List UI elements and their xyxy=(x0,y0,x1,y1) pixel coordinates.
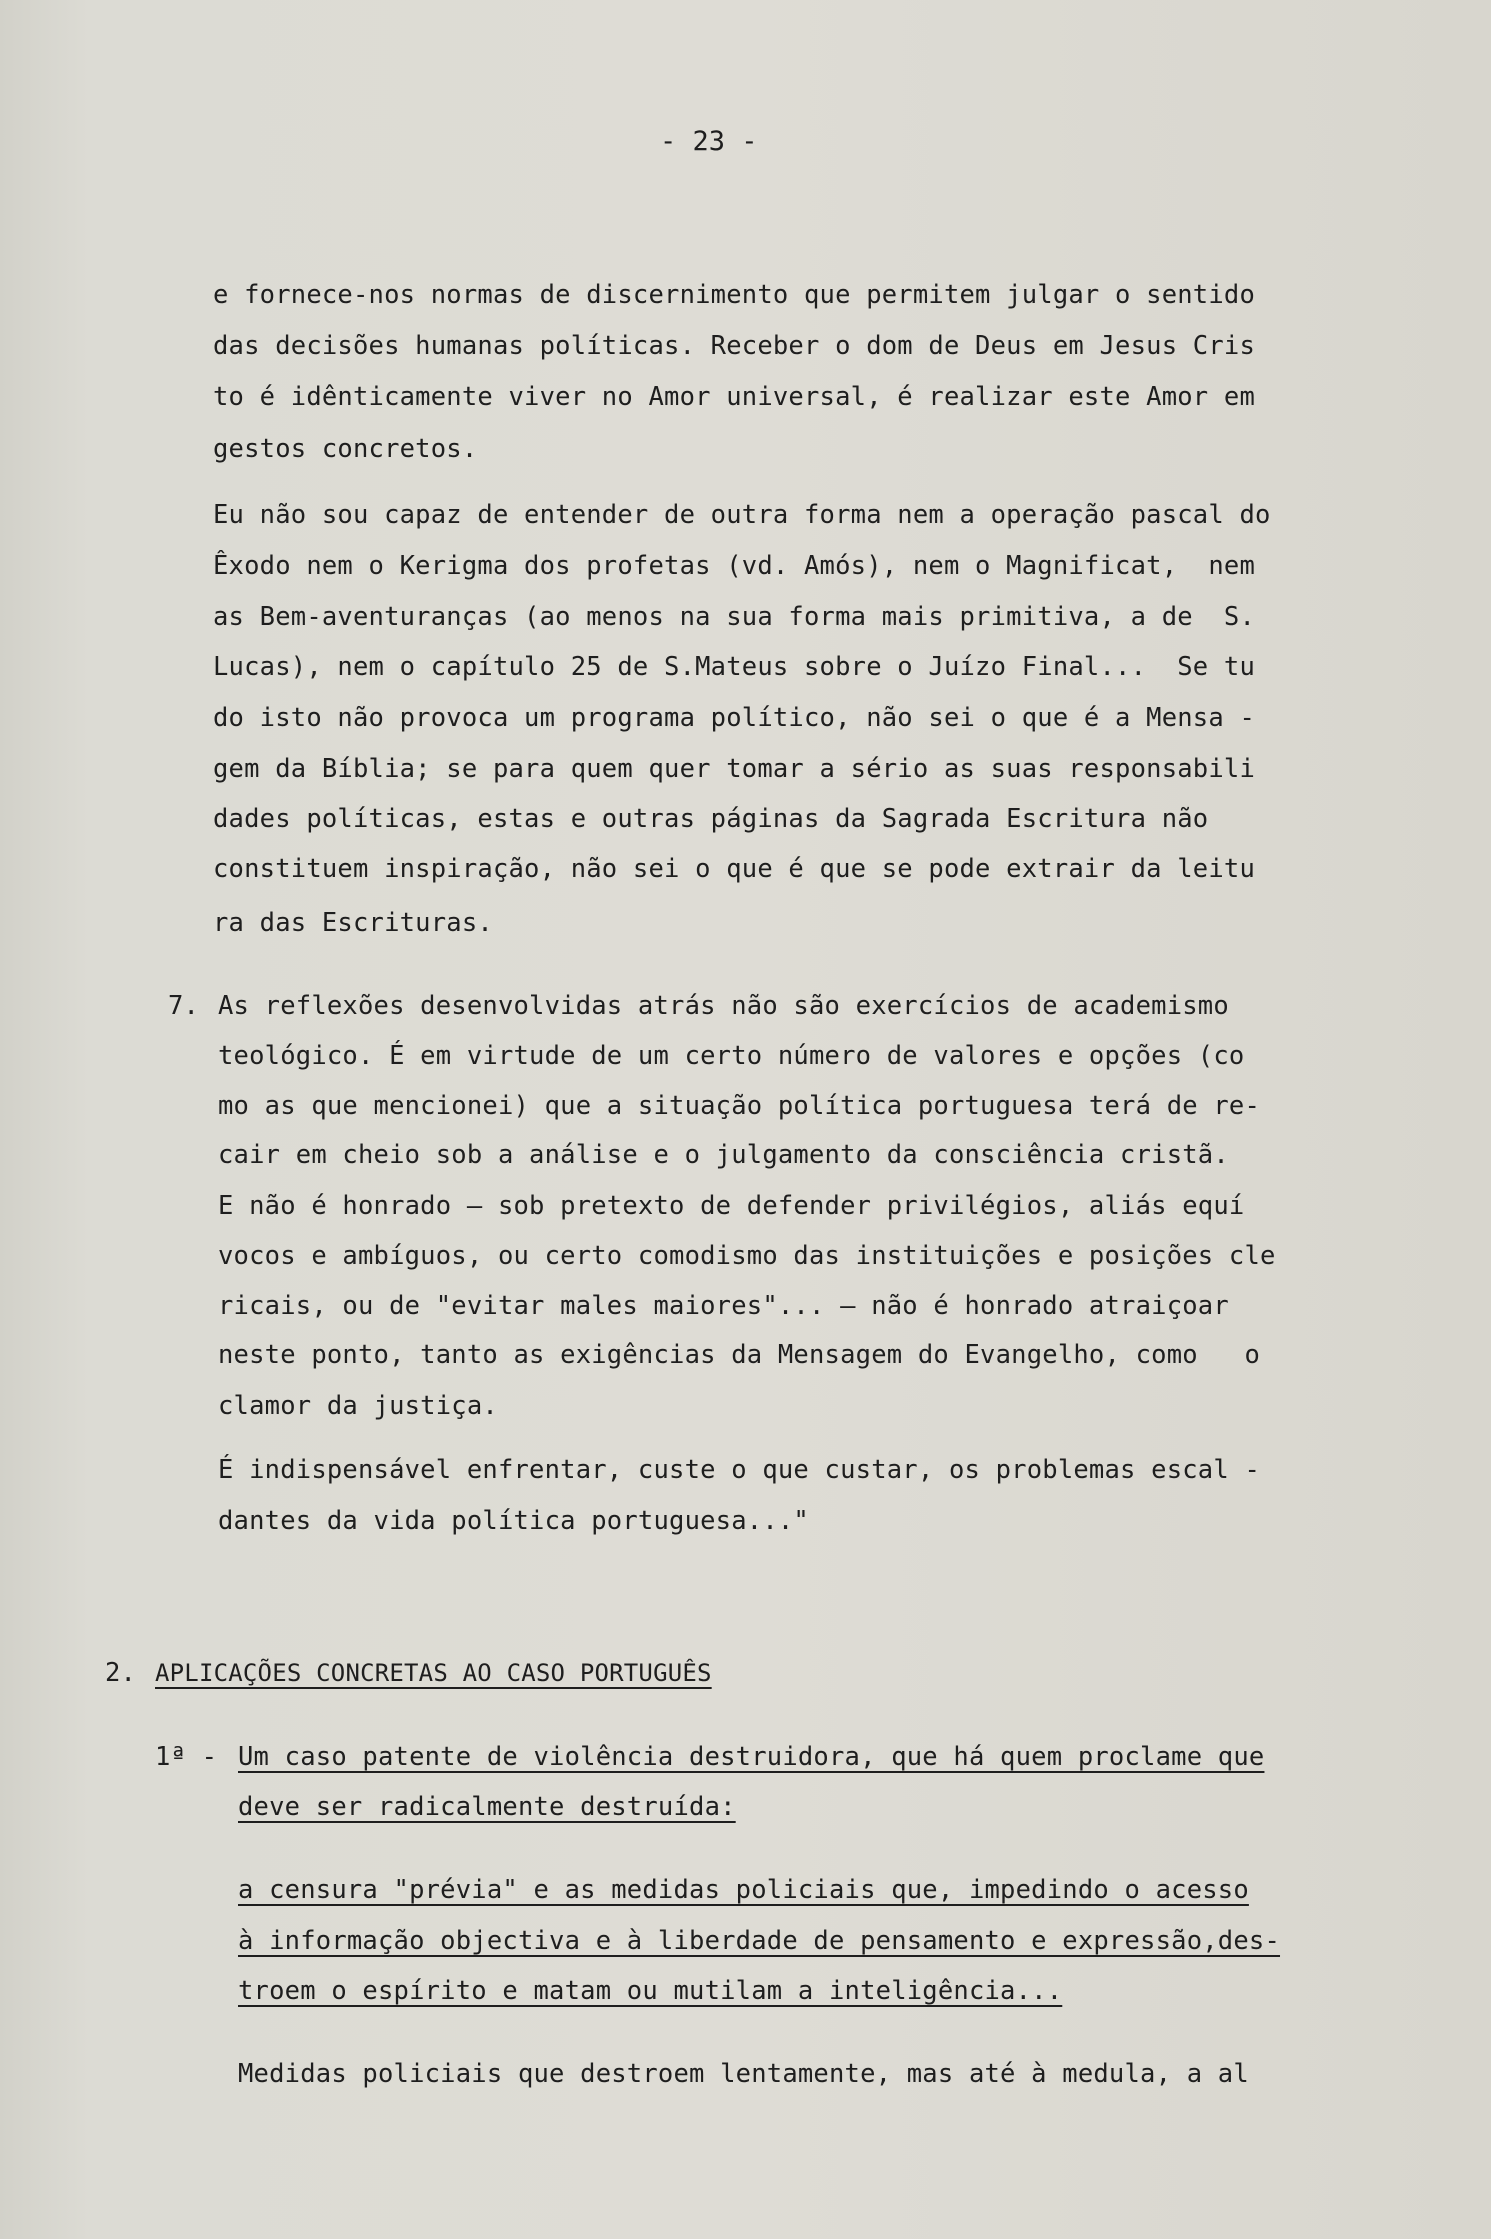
final-line: Medidas policiais que destroem lentamente, mas até à medula, a al xyxy=(238,2059,1249,2089)
text-line: troem o espírito e matam ou mutilam a inteligência... xyxy=(238,1976,1063,2006)
item-number: 7. xyxy=(168,991,200,1021)
text-line: ricais, ou de "evitar males maiores"... — não é honrado atraiçoar xyxy=(218,1291,1229,1321)
text-line: E não é honrado — sob pretexto de defender privilégios, aliás equí xyxy=(218,1191,1245,1221)
text-line: do isto não provoca um programa político, não sei o que é a Mensa - xyxy=(213,703,1256,733)
text-line: gestos concretos. xyxy=(213,434,478,464)
point-label: 1ª - xyxy=(155,1742,218,1772)
text-line: à informação objectiva e à liberdade de pensamento e expressão,des- xyxy=(238,1926,1281,1956)
text-line: mo as que mencionei) que a situação política portuguesa terá de re- xyxy=(218,1091,1261,1121)
text-line: constituem inspiração, não sei o que é que se pode extrair da leitu xyxy=(213,854,1256,884)
text-line: to é idênticamente viver no Amor universal, é realizar este Amor em xyxy=(213,382,1256,412)
text-line: Lucas), nem o capítulo 25 de S.Mateus sobre o Juízo Final... Se tu xyxy=(213,652,1256,682)
text-line: clamor da justiça. xyxy=(218,1391,498,1421)
section-title: APLICAÇÕES CONCRETAS AO CASO PORTUGUÊS xyxy=(155,1659,712,1687)
text-line: Êxodo nem o Kerigma dos profetas (vd. Amós), nem o Magnificat, nem xyxy=(213,551,1256,581)
text-line: e fornece-nos normas de discernimento que permitem julgar o sentido xyxy=(213,280,1256,310)
text-line: neste ponto, tanto as exigências da Mensagem do Evangelho, como o xyxy=(218,1340,1261,1370)
text-line: Um caso patente de violência destruidora, que há quem proclame que xyxy=(238,1742,1265,1772)
text-line: gem da Bíblia; se para quem quer tomar a sério as suas responsabili xyxy=(213,754,1256,784)
text-line: das decisões humanas políticas. Receber o dom de Deus em Jesus Cris xyxy=(213,331,1256,361)
text-line: as Bem-aventuranças (ao menos na sua forma mais primitiva, a de S. xyxy=(213,602,1256,632)
text-line: As reflexões desenvolvidas atrás não são exercícios de academismo xyxy=(218,991,1229,1021)
text-line: É indispensável enfrentar, custe o que custar, os problemas escal - xyxy=(218,1455,1261,1485)
text-line: deve ser radicalmente destruída: xyxy=(238,1792,736,1822)
text-line: dantes da vida política portuguesa..." xyxy=(218,1506,809,1536)
text-line: a censura "prévia" e as medidas policiais que, impedindo o acesso xyxy=(238,1875,1249,1905)
text-line: Eu não sou capaz de entender de outra forma nem a operação pascal do xyxy=(213,500,1271,530)
section-number: 2. xyxy=(105,1658,137,1688)
text-line: dades políticas, estas e outras páginas da Sagrada Escritura não xyxy=(213,804,1209,834)
text-line: teológico. É em virtude de um certo número de valores e opções (co xyxy=(218,1041,1245,1071)
text-line: ra das Escrituras. xyxy=(213,908,493,938)
text-line: cair em cheio sob a análise e o julgamento da consciência cristã. xyxy=(218,1140,1229,1170)
text-line: vocos e ambíguos, ou certo comodismo das instituições e posições cle xyxy=(218,1241,1276,1271)
page-number: - 23 - xyxy=(660,126,758,157)
